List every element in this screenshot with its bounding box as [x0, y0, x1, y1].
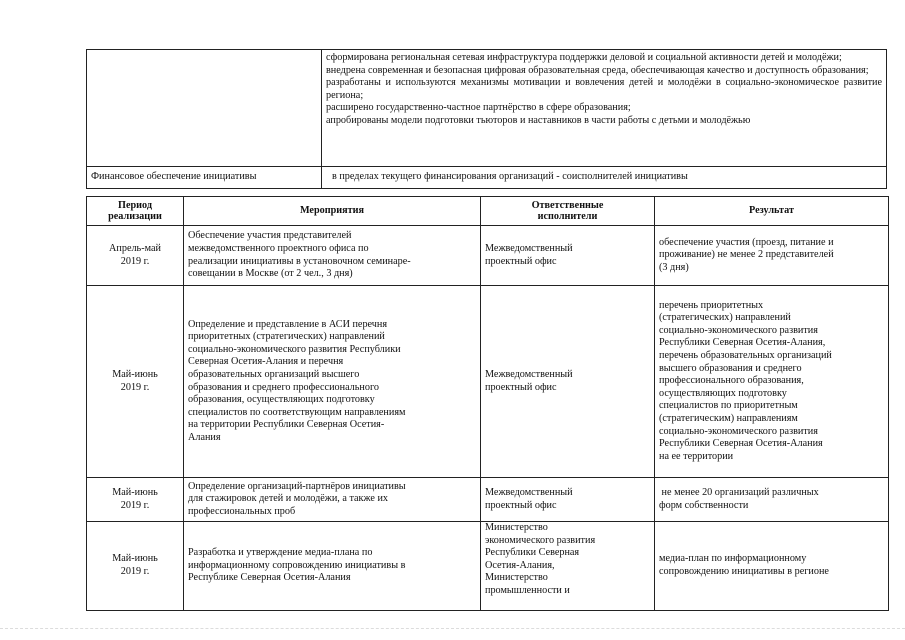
- table-row: [87, 478, 889, 522]
- table-row: [87, 286, 889, 478]
- goal-item: апробированы модели подготовки тьюторов и наставников в части работы с детьми и молодёжью: [326, 114, 751, 126]
- goals-row: [87, 50, 887, 167]
- result-cell: [655, 478, 889, 522]
- event-line: Северная Осетия-Алания и перечня: [188, 356, 344, 368]
- result-line: перечень образовательных организаций: [659, 350, 832, 362]
- period-line: Май-июнь: [112, 368, 158, 380]
- event-line: Алания: [188, 431, 221, 443]
- goal-item: сформирована региональная сетевая инфраструктура поддержки деловой и социальной активности детей и молодёжи;: [326, 52, 842, 63]
- event-line: Определение организаций-партнёров инициативы: [188, 480, 406, 492]
- event-line: межведомственного проектного офиса по: [188, 242, 369, 254]
- period-line: 2019 г.: [120, 255, 150, 267]
- event-line: совещании в Москве (от 2 чел., 3 дня): [188, 268, 353, 280]
- result-line: (стратегических) направлений: [659, 312, 791, 324]
- result-line: высшего образования и среднего: [659, 362, 802, 374]
- period-line: Май-июнь: [112, 553, 158, 565]
- event-line: образовательных организаций высшего: [188, 368, 360, 380]
- table-row: [87, 522, 889, 611]
- event-line: Республике Северная Осетия-Алания: [188, 572, 351, 584]
- exec-line: Министерство: [485, 572, 548, 584]
- result-line: сопровождению инициативы в регионе: [659, 566, 829, 577]
- header-period-line: Период: [118, 199, 152, 211]
- goal-item: внедрена современная и безопасная цифровая образовательная среда, обеспечивающая качество и доступность образования;: [326, 64, 869, 76]
- period-cell: [87, 522, 184, 611]
- header-exec: [481, 197, 655, 226]
- result-cell: [655, 522, 889, 611]
- result-line: социально-экономического развития: [659, 425, 818, 437]
- financing-value: в пределах текущего финансирования организаций - соисполнителей инициативы: [322, 167, 887, 189]
- event-line: социально-экономического развития Республики: [188, 343, 401, 355]
- exec-cell: [481, 522, 655, 611]
- result-line: на ее территории: [659, 450, 734, 462]
- header-exec-line: исполнители: [537, 211, 598, 222]
- result-line: Республики Северная Осетия-Алания,: [659, 337, 826, 349]
- events-header-row: [87, 197, 889, 226]
- header-period: [87, 197, 184, 226]
- event-line: информационному сопровождению инициативы в: [188, 559, 406, 571]
- period-line: 2019 г.: [120, 499, 150, 511]
- event-line: Обеспечение участия представителей: [188, 230, 352, 242]
- exec-cell: [481, 226, 655, 286]
- exec-line: Республики Северная: [485, 547, 580, 559]
- result-line: форм собственности: [659, 499, 749, 511]
- event-line: профессиональных проб: [188, 505, 296, 517]
- goal-item: разработаны и используются механизмы мотивации и вовлечения детей и молодёжи в социально-экономическое развитие региона;: [326, 77, 882, 101]
- financing-row: [87, 167, 887, 189]
- event-cell: [184, 286, 481, 478]
- period-line: 2019 г.: [120, 566, 150, 577]
- result-line: социально-экономического развития: [659, 324, 818, 336]
- exec-line: проектный офис: [485, 499, 557, 511]
- result-cell: [655, 226, 889, 286]
- exec-line: проектный офис: [485, 255, 557, 267]
- exec-line: проектный офис: [485, 381, 557, 393]
- period-cell: [87, 286, 184, 478]
- period-cell: [87, 478, 184, 522]
- result-line: перечень приоритетных: [659, 299, 764, 311]
- exec-line: Межведомственный: [485, 242, 573, 254]
- result-line: (стратегическим) направлениям: [659, 412, 798, 424]
- financing-label: Финансовое обеспечение инициативы: [87, 167, 322, 189]
- event-cell: [184, 226, 481, 286]
- event-cell: [184, 522, 481, 611]
- result-line: (3 дня): [659, 261, 689, 273]
- period-line: Апрель-май: [109, 242, 161, 254]
- table-row: [87, 226, 889, 286]
- event-line: образования и среднего профессионального: [188, 381, 379, 393]
- result-line: Республики Северная Осетия-Алания: [659, 438, 823, 450]
- event-line: приоритетных (стратегических) направлений: [188, 331, 385, 343]
- event-line: для стажировок детей и молодёжи, а также их: [188, 493, 389, 505]
- exec-clip: [485, 522, 650, 610]
- events-table: [86, 196, 889, 611]
- result-line: специалистов по приоритетным: [659, 400, 798, 412]
- page-bottom-edge: [0, 628, 905, 630]
- event-line: специалистов по соответствующим направлениям: [188, 406, 406, 418]
- event-line: Разработка и утверждение медиа-плана по: [188, 547, 373, 559]
- goals-cell: [322, 50, 887, 167]
- event-line: реализации инициативы в установочном семинаре-: [188, 255, 411, 267]
- exec-line: экономического развития: [485, 534, 596, 546]
- goals-empty-cell: [87, 50, 322, 167]
- result-line: осуществляющих подготовку: [659, 387, 787, 399]
- event-line: Определение и представление в АСИ перечня: [188, 318, 388, 330]
- goal-item: расширено государственно-частное партнёрство в сфере образования;: [326, 102, 631, 114]
- result-line: профессионального образования,: [659, 375, 804, 387]
- header-exec-line: Ответственные: [531, 199, 604, 211]
- header-result: Результат: [655, 197, 889, 226]
- event-line: на территории Республики Северная Осетия-: [188, 419, 385, 431]
- event-line: образования, осуществляющих подготовку: [188, 394, 375, 406]
- header-period-line: реализации: [108, 211, 162, 222]
- event-cell: [184, 478, 481, 522]
- result-line: не менее 20 организаций различных: [659, 486, 819, 498]
- exec-line: Межведомственный: [485, 486, 573, 498]
- initiative-summary-table: [86, 49, 887, 189]
- period-cell: [87, 226, 184, 286]
- exec-line: Осетия-Алания,: [485, 559, 555, 571]
- header-event: Мероприятия: [184, 197, 481, 226]
- period-line: Май-июнь: [112, 486, 158, 498]
- period-line: 2019 г.: [120, 381, 150, 393]
- exec-line: Министерство: [485, 522, 548, 533]
- exec-line: Межведомственный: [485, 368, 573, 380]
- result-cell: [655, 286, 889, 478]
- result-line: медиа-план по информационному: [659, 553, 807, 565]
- exec-line: промышленности и: [485, 584, 570, 596]
- result-line: проживание) не менее 2 представителей: [659, 249, 834, 261]
- exec-cell: [481, 478, 655, 522]
- exec-cell: [481, 286, 655, 478]
- result-line: обеспечение участия (проезд, питание и: [659, 236, 834, 248]
